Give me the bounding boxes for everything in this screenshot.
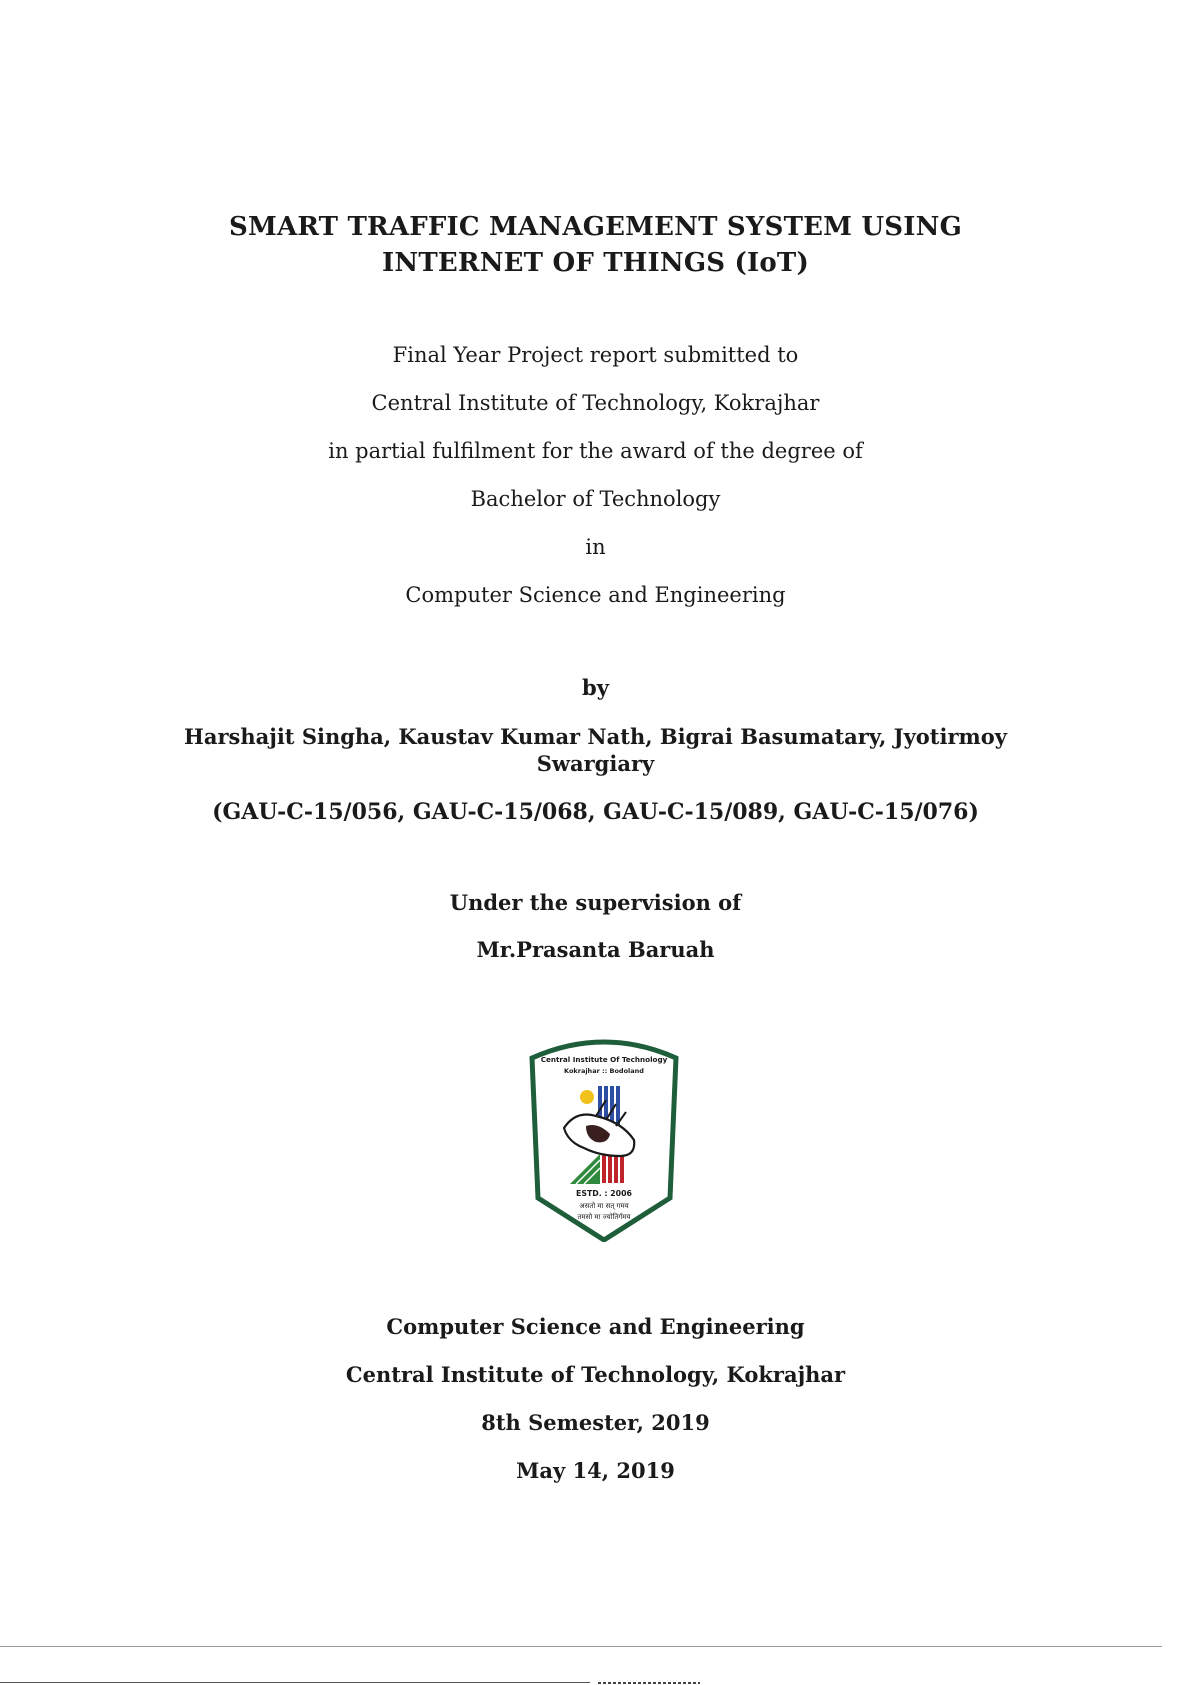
author-ids: (GAU-C-15/056, GAU-C-15/068, GAU-C-15/089, GAU-C-15/076) (212, 799, 979, 825)
institute-logo-emblem (524, 1030, 684, 1242)
page-edge-rule (0, 1682, 590, 1683)
footer-department: Computer Science and Engineering (386, 1314, 805, 1339)
sun-icon (580, 1090, 594, 1104)
supervisor-name: Mr.Prasanta Baruah (476, 937, 715, 962)
title-line-2: INTERNET OF THINGS (IoT) (382, 248, 809, 278)
logo-motto-2: तमसो मा ज्योतिर्गमय (577, 1213, 631, 1221)
by-label: by (582, 675, 609, 700)
logo-top-text-2: Kokrajhar :: Bodoland (564, 1067, 644, 1075)
submission-line-2: Central Institute of Technology, Kokrajhar (371, 391, 820, 415)
authors-line-2: Swargiary (536, 751, 655, 776)
logo-estd-text: ESTD. : 2006 (576, 1189, 632, 1198)
logo-top-text-1: Central Institute Of Technology (540, 1055, 668, 1064)
degree-name: Bachelor of Technology (470, 487, 721, 511)
footer-date: May 14, 2019 (516, 1458, 675, 1483)
page-bottom-rule (0, 1646, 1162, 1647)
submission-line-1: Final Year Project report submitted to (392, 343, 799, 367)
authors-line-1: Harshajit Singha, Kaustav Kumar Nath, Bigrai Basumatary, Jyotirmoy (184, 724, 1007, 749)
submission-line-3: in partial fulfilment for the award of the degree of (328, 439, 863, 463)
degree-discipline: Computer Science and Engineering (405, 583, 786, 607)
degree-in: in (585, 535, 606, 559)
footer-institute: Central Institute of Technology, Kokrajhar (345, 1362, 846, 1387)
footer-semester: 8th Semester, 2019 (481, 1410, 710, 1435)
supervision-label: Under the supervision of (449, 890, 742, 915)
title-line-1: SMART TRAFFIC MANAGEMENT SYSTEM USING (228, 212, 962, 242)
logo-motto-1: असतो मा सत् गमय (579, 1202, 629, 1210)
page-edge-dashes (598, 1682, 700, 1684)
